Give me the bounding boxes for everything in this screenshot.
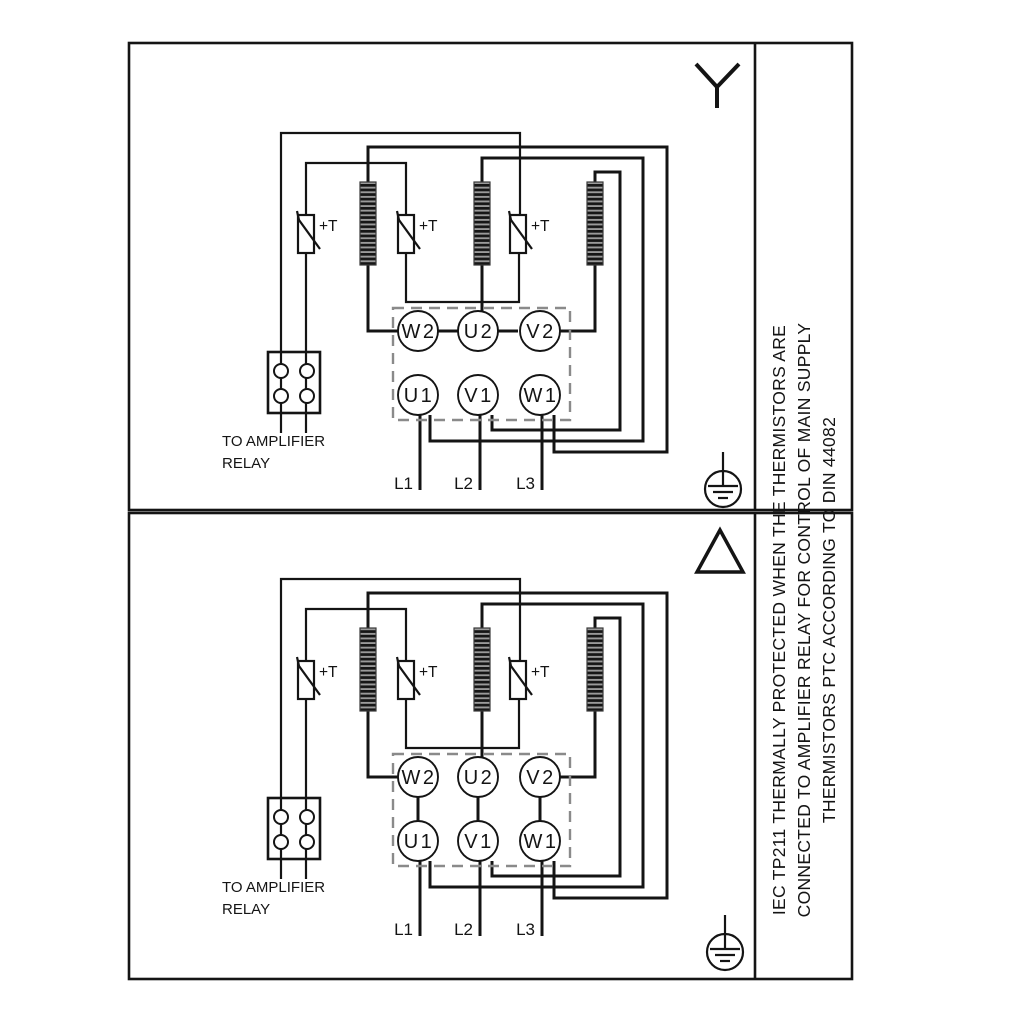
terminal-label: V2 [526,321,556,343]
terminal-label: W2 [401,321,437,343]
note-line-1: IEC TP211 THERMALLY PROTECTED WHEN THE THERMISTORS ARE [769,324,789,916]
supply-label-l2: L2 [454,920,473,939]
panel-star [129,43,852,510]
winding-coil-icon [360,628,376,711]
relay-note-line2: RELAY [222,455,271,472]
thermistor-label: +T [419,664,438,681]
terminal-label: U1 [403,831,435,853]
thermistor-label: +T [419,218,438,235]
supply-label-l3: L3 [516,920,535,939]
supply-label-l1: L1 [394,920,413,939]
amplifier-relay-connector [268,798,320,859]
terminal-label: U2 [463,767,495,789]
supply-label-l3: L3 [516,474,535,493]
motor-winding-coils [360,628,603,711]
winding-coil-icon [474,628,490,711]
thermistor-label: +T [319,218,338,235]
ptc-thermistor-icon [297,211,338,253]
terminal-board [393,754,570,866]
thermistor-label: +T [531,218,550,235]
terminal-label: W1 [523,385,559,407]
relay-note-line2: RELAY [222,901,271,918]
amplifier-relay-connector [268,352,320,413]
thermistor-label: +T [319,664,338,681]
terminal-label: V1 [464,831,494,853]
ptc-thermistor-icon [509,657,550,699]
terminal-label: U2 [463,321,495,343]
relay-note-line1: TO AMPLIFIER [222,433,326,450]
ptc-thermistor-icon [509,211,550,253]
terminal-label: V1 [464,385,494,407]
supply-label-l2: L2 [454,474,473,493]
note-line-3: THERMISTORS PTC ACCORDING TO DIN 44082 [819,416,839,824]
ptc-thermistors [297,657,550,699]
note-line-2: CONNECTED TO AMPLIFIER RELAY FOR CONTROL OF MAIN SUPPLY [794,322,814,918]
terminal-label: W1 [523,831,559,853]
thermistor-label: +T [531,664,550,681]
terminal-label: W2 [401,767,437,789]
supply-label-l1: L1 [394,474,413,493]
earth-ground-icon [705,452,741,507]
winding-coil-icon [587,182,603,265]
ptc-thermistor-icon [397,657,438,699]
motor-winding-coils [360,182,603,265]
earth-ground-icon [707,915,743,970]
ptc-thermistor-icon [297,657,338,699]
star-connection-icon [696,64,739,108]
rotated-note-text [769,323,839,918]
ptc-thermistors [297,211,550,253]
panel-delta [129,513,852,979]
ptc-thermistor-icon [397,211,438,253]
relay-note-line1: TO AMPLIFIER [222,879,326,896]
terminal-label: V2 [526,767,556,789]
terminal-board [393,308,570,420]
winding-coil-icon [474,182,490,265]
winding-coil-icon [587,628,603,711]
delta-connection-icon [697,530,743,572]
winding-coil-icon [360,182,376,265]
terminal-label: U1 [403,385,435,407]
